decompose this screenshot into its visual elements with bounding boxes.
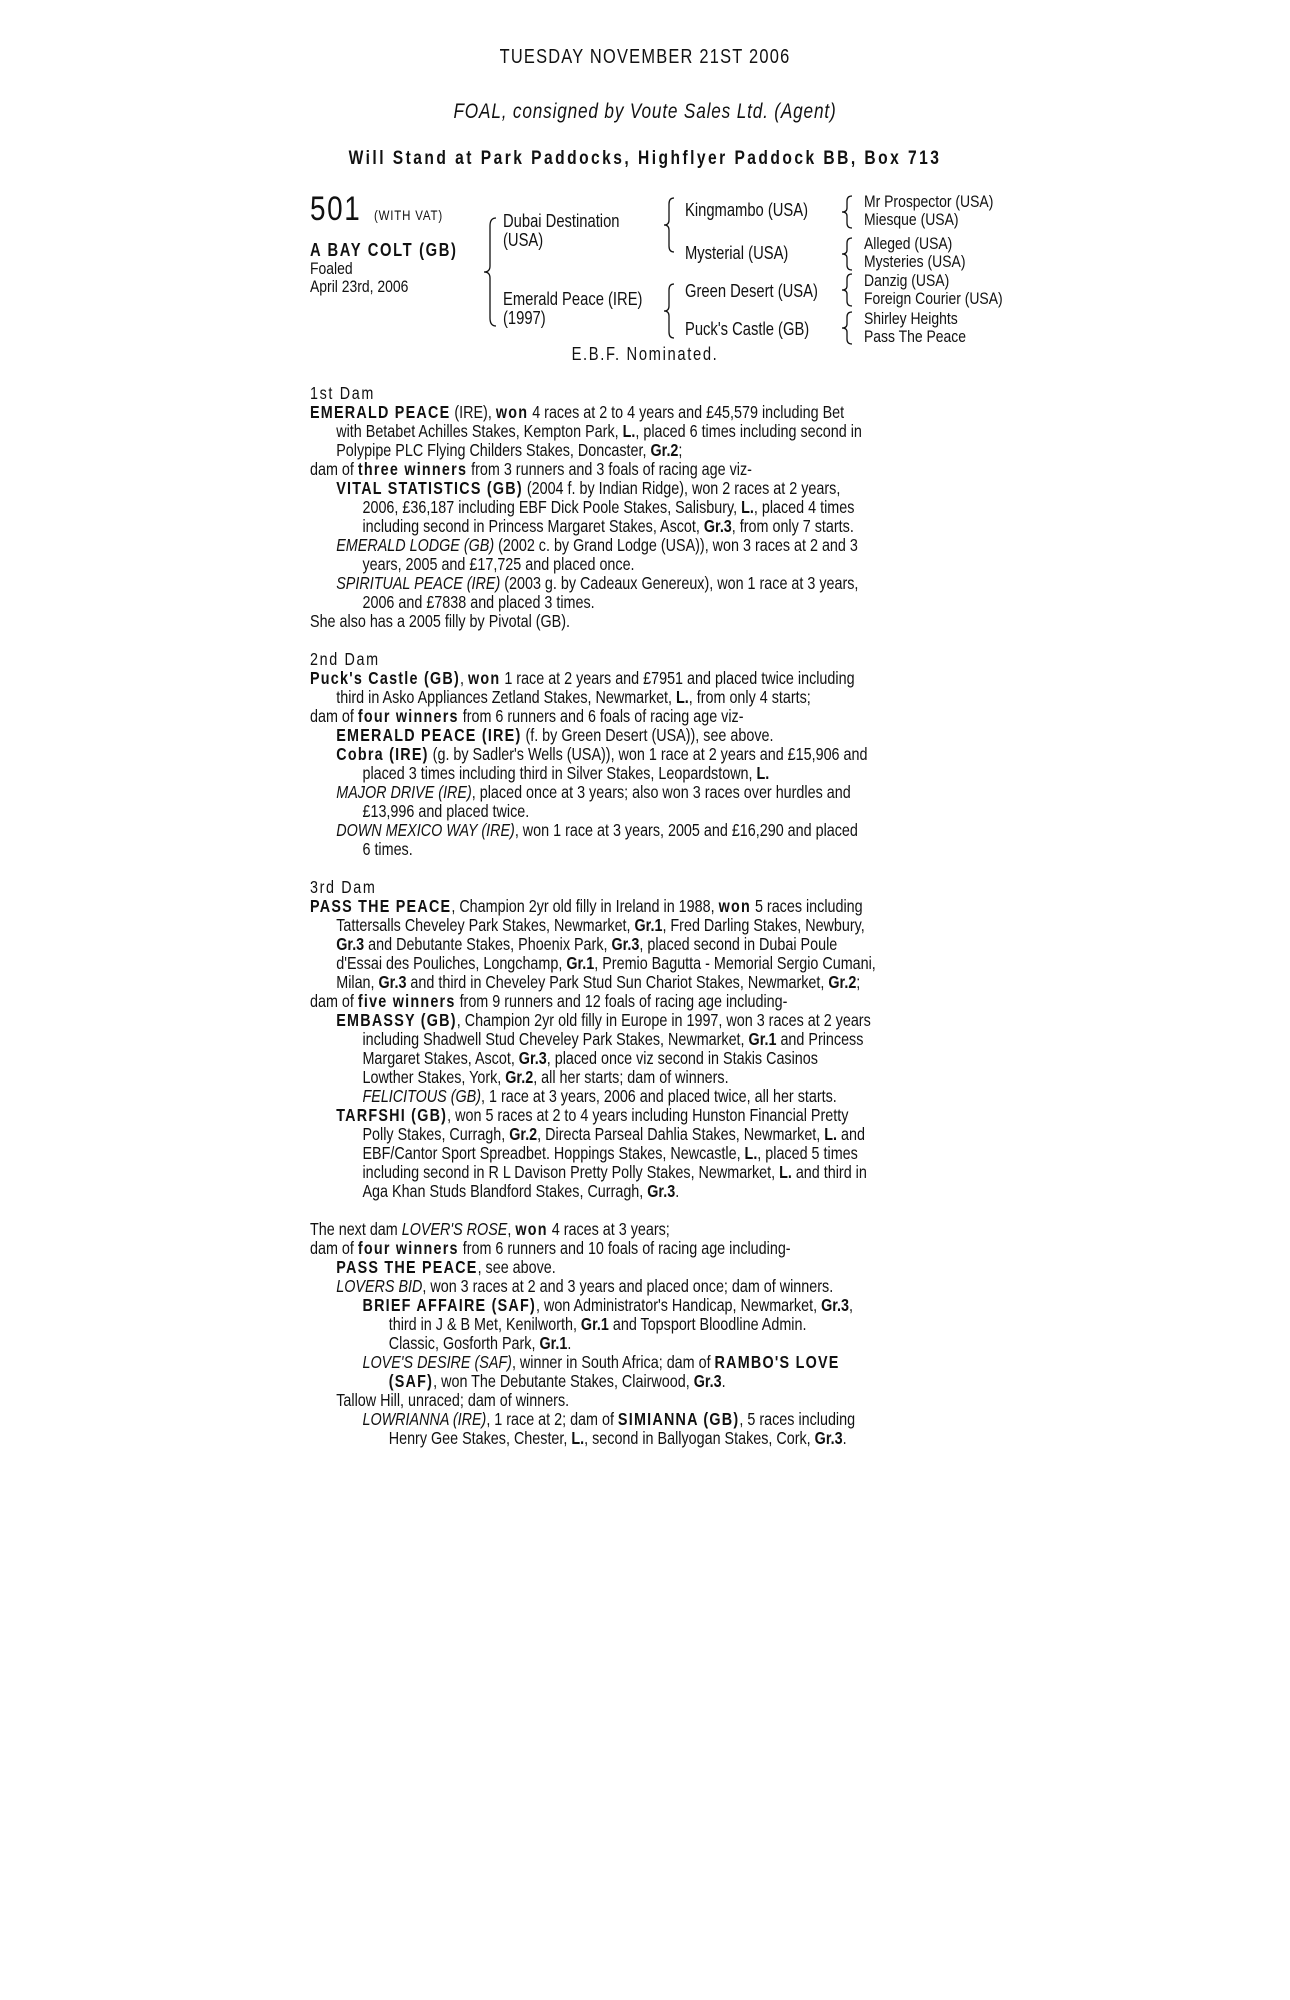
foaled-date: April 23rd, 2006 bbox=[310, 277, 409, 296]
third-dam-line-3: Gr.3 and Debutante Stakes, Phoenix Park, Gr.3, placed second in Dubai Poule bbox=[336, 934, 838, 954]
second-dam-line-2: third in Asko Appliances Zetland Stakes, Newmarket, L., from only 4 starts; bbox=[336, 687, 811, 707]
first-dam-produce-1-l3: including second in Princess Margaret Stakes, Ascot, Gr.3, from only 7 starts. bbox=[362, 516, 854, 536]
foaled-label: Foaled bbox=[310, 259, 353, 278]
first-dam-produce-2: EMERALD LODGE (GB) (2002 c. by Grand Lodge (USA)), won 3 races at 2 and 3 bbox=[336, 535, 858, 555]
dam-name: Emerald Peace (IRE) bbox=[503, 289, 643, 309]
third-dam-line-2: Tattersalls Cheveley Park Stakes, Newmarket, Gr.1, Fred Darling Stakes, Newbury, bbox=[336, 915, 865, 935]
pedigree-brace-ss bbox=[842, 194, 856, 235]
sale-date: TUESDAY NOVEMBER 21ST 2006 bbox=[499, 46, 791, 68]
vat-note: (WITH VAT) bbox=[374, 207, 443, 223]
pedigree-dds: Shirley Heights bbox=[864, 309, 958, 328]
next-dam-produce-2b: LOVE'S DESIRE (SAF), winner in South Africa; dam of RAMBO'S LOVE bbox=[362, 1352, 840, 1372]
second-dam-produce-4: DOWN MEXICO WAY (IRE), won 1 race at 3 years, 2005 and £16,290 and placed bbox=[336, 820, 858, 840]
produce-record bbox=[310, 384, 1010, 1448]
pedigree-sire-sire: Kingmambo (USA) bbox=[685, 200, 809, 220]
second-dam-produce-2: Cobra (IRE) (g. by Sadler's Wells (USA)), won 1 race at 2 years and £15,906 and bbox=[336, 744, 868, 764]
pedigree-gen3-4 bbox=[864, 310, 966, 346]
pedigree-brace-ds bbox=[842, 272, 856, 313]
third-dam-produce-1-sub: FELICITOUS (GB), 1 race at 3 years, 2006 and placed twice, all her starts. bbox=[362, 1086, 837, 1106]
pedigree-sire-brace bbox=[664, 196, 678, 259]
pedigree-sss: Mr Prospector (USA) bbox=[864, 192, 994, 211]
pedigree-sdd: Mysteries (USA) bbox=[864, 252, 966, 271]
pedigree-gen3-1 bbox=[864, 193, 993, 229]
second-dam-line-1: Puck's Castle (GB), won 1 race at 2 years and £7951 and placed twice including bbox=[310, 668, 855, 688]
next-dam-produce-2b-l2: (SAF), won The Debutante Stakes, Clairwood, Gr.3. bbox=[388, 1371, 726, 1391]
next-dam-produce-3a: LOWRIANNA (IRE), 1 race at 2; dam of SIMIANNA (GB), 5 races including bbox=[362, 1409, 856, 1429]
lot-number: 501 bbox=[310, 190, 362, 228]
third-dam-produce-2-l5: Aga Khan Studs Blandford Stakes, Curragh, Gr.3. bbox=[362, 1181, 680, 1201]
ebf-nominated: E.B.F. Nominated. bbox=[571, 344, 719, 364]
second-dam-produce-3: MAJOR DRIVE (IRE), placed once at 3 years; also won 3 races over hurdles and bbox=[336, 782, 851, 802]
pedigree-sire bbox=[503, 212, 620, 250]
next-dam-produce-2a-l3: Classic, Gosforth Park, Gr.1. bbox=[388, 1333, 572, 1353]
third-dam-line-1: PASS THE PEACE, Champion 2yr old filly in Ireland in 1988, won 5 races including bbox=[310, 896, 863, 916]
lot-title: A BAY COLT (GB) bbox=[310, 240, 458, 260]
pedigree-sire-dam: Mysterial (USA) bbox=[685, 243, 789, 263]
pedigree-dss: Danzig (USA) bbox=[864, 271, 950, 290]
first-dam-produce-3-l2: 2006 and £7838 and placed 3 times. bbox=[362, 592, 595, 612]
pedigree-sds: Alleged (USA) bbox=[864, 234, 953, 253]
stand-location: Will Stand at Park Paddocks, Highflyer Paddock BB, Box 713 bbox=[348, 148, 942, 169]
foaled-info bbox=[310, 260, 408, 296]
pedigree-main-brace bbox=[484, 216, 504, 333]
pedigree-ssd: Miesque (USA) bbox=[864, 210, 959, 229]
pedigree-dam-sire: Green Desert (USA) bbox=[685, 281, 818, 301]
consignment-line: FOAL, consigned by Voute Sales Ltd. (Agent) bbox=[453, 100, 837, 123]
sire-name: Dubai Destination bbox=[503, 211, 620, 231]
sire-country: (USA) bbox=[503, 230, 544, 250]
third-dam-produce-2-l3: EBF/Cantor Sport Spreadbet. Hoppings Stakes, Newcastle, L., placed 5 times bbox=[362, 1143, 858, 1163]
first-dam-also: She also has a 2005 filly by Pivotal (GB). bbox=[310, 611, 571, 631]
pedigree-gen3-2 bbox=[864, 235, 965, 271]
third-dam-produce-1-l4: Lowther Stakes, York, Gr.2, all her starts; dam of winners. bbox=[362, 1067, 729, 1087]
third-dam-produce-1-l2: including Shadwell Stud Cheveley Park Stakes, Newmarket, Gr.1 and Princess bbox=[362, 1029, 864, 1049]
first-dam-produce-1: VITAL STATISTICS (GB) (2004 f. by Indian Ridge), won 2 races at 2 years, bbox=[336, 478, 841, 498]
third-dam-produce-2-l4: including second in R L Davison Pretty Polly Stakes, Newmarket, L. and third in bbox=[362, 1162, 867, 1182]
second-dam-produce-2-l2: placed 3 times including third in Silver Stakes, Leopardstown, L. bbox=[362, 763, 770, 783]
first-dam-heading: 1st Dam bbox=[310, 383, 375, 403]
second-dam-produce-4-l2: 6 times. bbox=[362, 839, 413, 859]
pedigree-dsd: Foreign Courier (USA) bbox=[864, 289, 1003, 308]
next-dam-produce-3: Tallow Hill, unraced; dam of winners. bbox=[336, 1390, 570, 1410]
pedigree-dam-dam: Puck's Castle (GB) bbox=[685, 319, 810, 339]
pedigree-dam bbox=[503, 290, 642, 328]
third-dam-line-4: d'Essai des Pouliches, Longchamp, Gr.1, Premio Bagutta - Memorial Sergio Cumani, bbox=[336, 953, 876, 973]
second-dam-produce-3-l2: £13,996 and placed twice. bbox=[362, 801, 530, 821]
third-dam-produce-1: EMBASSY (GB), Champion 2yr old filly in Europe in 1997, won 3 races at 2 years bbox=[336, 1010, 871, 1030]
first-dam-produce-2-l2: years, 2005 and £17,725 and placed once. bbox=[362, 554, 635, 574]
third-dam-produce-2: TARFSHI (GB), won 5 races at 2 to 4 years including Hunston Financial Pretty bbox=[336, 1105, 849, 1125]
next-dam-produce-2: LOVERS BID, won 3 races at 2 and 3 years and placed once; dam of winners. bbox=[336, 1276, 834, 1296]
next-dam-produce-2a-l2: third in J & B Met, Kenilworth, Gr.1 and Topsport Bloodline Admin. bbox=[388, 1314, 807, 1334]
third-dam-produce-2-l2: Polly Stakes, Curragh, Gr.2, Directa Parseal Dahlia Stakes, Newmarket, L. and bbox=[362, 1124, 865, 1144]
third-dam-dam-of: dam of five winners from 9 runners and 12 foals of racing age including- bbox=[310, 991, 788, 1011]
third-dam-heading: 3rd Dam bbox=[310, 877, 377, 897]
first-dam-produce-3: SPIRITUAL PEACE (IRE) (2003 g. by Cadeaux Genereux), won 1 race at 3 years, bbox=[336, 573, 859, 593]
first-dam-produce-1-l2: 2006, £36,187 including EBF Dick Poole Stakes, Salisbury, L., placed 4 times bbox=[362, 497, 855, 517]
first-dam-dam-of: dam of three winners from 3 runners and 3 foals of racing age viz- bbox=[310, 459, 752, 479]
pedigree-dam-brace bbox=[664, 282, 678, 345]
first-dam-line-3: Polypipe PLC Flying Childers Stakes, Doncaster, Gr.2; bbox=[336, 440, 683, 460]
dam-year: (1997) bbox=[503, 308, 546, 328]
pedigree-ddd: Pass The Peace bbox=[864, 327, 967, 346]
second-dam-dam-of: dam of four winners from 6 runners and 6 foals of racing age viz- bbox=[310, 706, 744, 726]
third-dam-line-5: Milan, Gr.3 and third in Cheveley Park Stud Sun Chariot Stakes, Newmarket, Gr.2; bbox=[336, 972, 861, 992]
next-dam-produce-2a: BRIEF AFFAIRE (SAF), won Administrator's Handicap, Newmarket, Gr.3, bbox=[362, 1295, 853, 1315]
pedigree-gen3-3 bbox=[864, 272, 1003, 308]
first-dam-line-2: with Betabet Achilles Stakes, Kempton Park, L., placed 6 times including second in bbox=[336, 421, 862, 441]
next-dam-line-1: The next dam LOVER'S ROSE, won 4 races at 3 years; bbox=[310, 1219, 670, 1239]
next-dam-produce-1: PASS THE PEACE, see above. bbox=[336, 1257, 556, 1277]
second-dam-produce-1: EMERALD PEACE (IRE) (f. by Green Desert (USA)), see above. bbox=[336, 725, 774, 745]
third-dam-produce-1-l3: Margaret Stakes, Ascot, Gr.3, placed once viz second in Stakis Casinos bbox=[362, 1048, 818, 1068]
first-dam-line-1: EMERALD PEACE (IRE), won 4 races at 2 to 4 years and £45,579 including Bet bbox=[310, 402, 845, 422]
next-dam-dam-of: dam of four winners from 6 runners and 10 foals of racing age including- bbox=[310, 1238, 791, 1258]
second-dam-heading: 2nd Dam bbox=[310, 649, 380, 669]
next-dam-produce-3a-l2: Henry Gee Stakes, Chester, L., second in Ballyogan Stakes, Cork, Gr.3. bbox=[388, 1428, 847, 1448]
pedigree-brace-sd bbox=[842, 236, 856, 277]
